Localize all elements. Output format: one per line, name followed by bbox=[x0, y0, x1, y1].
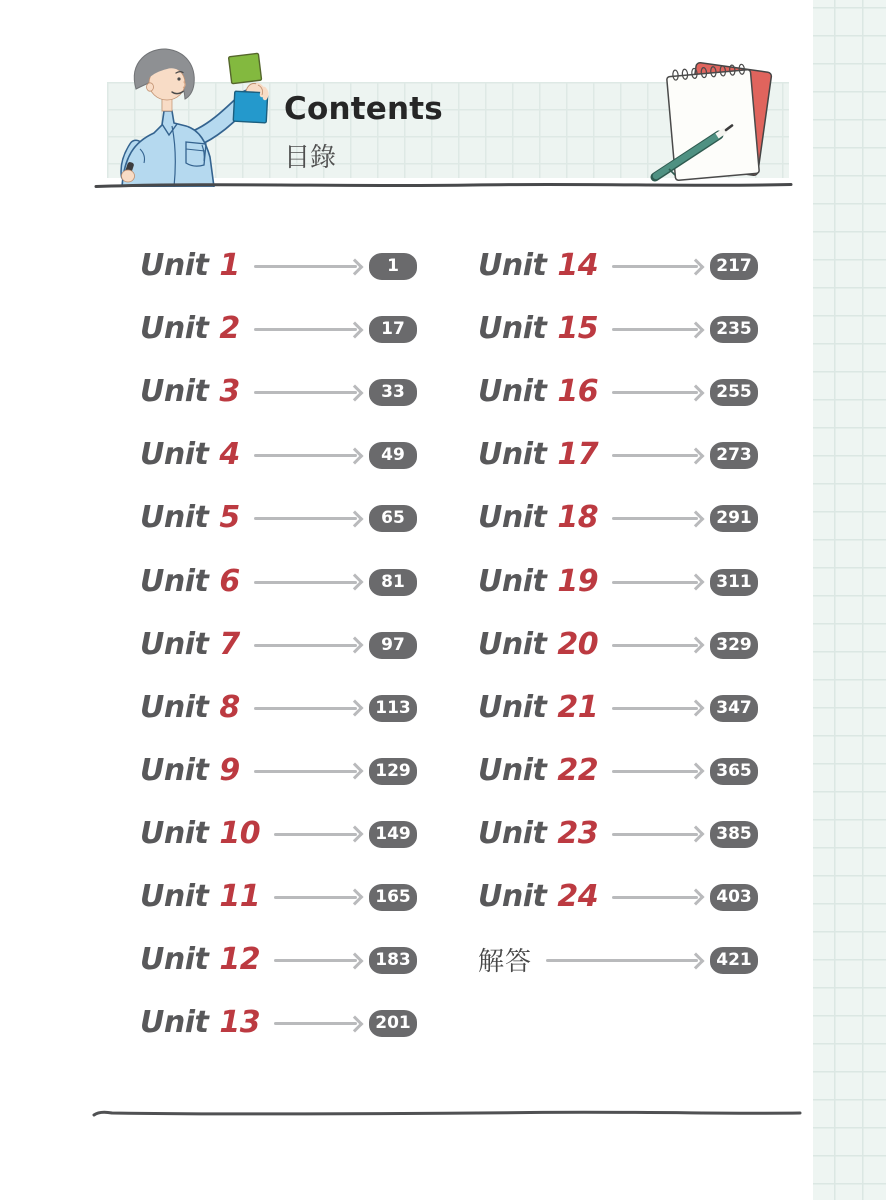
arrow-icon bbox=[612, 385, 702, 401]
unit-title bbox=[478, 879, 598, 914]
unit-word: Unit bbox=[478, 878, 547, 914]
unit-word: Unit bbox=[478, 437, 547, 473]
unit-title bbox=[478, 500, 598, 535]
arrow-icon bbox=[254, 637, 361, 653]
page-number-badge: 149 bbox=[369, 821, 417, 848]
unit-number: 11 bbox=[219, 878, 261, 914]
unit-title bbox=[140, 879, 260, 914]
unit-title bbox=[140, 627, 240, 662]
unit-title bbox=[140, 564, 240, 599]
arrow-head bbox=[688, 258, 705, 275]
page-number-badge: 291 bbox=[710, 505, 758, 532]
page-number-badge: 201 bbox=[369, 1010, 417, 1037]
arrow-line bbox=[274, 1022, 357, 1025]
unit-number: 19 bbox=[557, 563, 599, 599]
page-number-badge: 183 bbox=[369, 947, 417, 974]
toc-row bbox=[478, 360, 758, 423]
arrow-icon bbox=[274, 1016, 361, 1032]
page-number-badge: 403 bbox=[710, 884, 758, 911]
unit-number: 21 bbox=[557, 689, 599, 725]
notepad-illustration bbox=[645, 53, 795, 188]
toc-row bbox=[478, 486, 758, 549]
unit-word: Unit bbox=[140, 878, 209, 914]
arrow-line bbox=[254, 770, 357, 773]
arrow-icon bbox=[254, 385, 361, 401]
arrow-icon bbox=[274, 889, 361, 905]
unit-number: 10 bbox=[219, 815, 261, 851]
toc-row bbox=[140, 739, 417, 802]
unit-word: Unit bbox=[478, 752, 547, 788]
arrow-line bbox=[546, 959, 698, 962]
arrow-head bbox=[347, 258, 364, 275]
unit-word: Unit bbox=[140, 689, 209, 725]
arrow-icon bbox=[274, 953, 361, 969]
toc-row bbox=[478, 549, 758, 612]
page-title: Contents bbox=[284, 91, 443, 127]
unit-title bbox=[140, 1005, 260, 1040]
page-number-badge: 129 bbox=[369, 758, 417, 785]
arrow-icon bbox=[612, 448, 702, 464]
unit-number: 24 bbox=[557, 878, 599, 914]
unit-title bbox=[478, 311, 598, 346]
unit-word: Unit bbox=[140, 942, 209, 978]
unit-number: 2 bbox=[219, 311, 240, 347]
unit-number: 12 bbox=[219, 942, 261, 978]
unit-word: 解答 bbox=[478, 947, 533, 978]
toc-row bbox=[140, 234, 417, 297]
page-number-badge: 17 bbox=[369, 316, 417, 343]
arrow-icon bbox=[612, 826, 702, 842]
page-number-badge: 65 bbox=[369, 505, 417, 532]
arrow-icon bbox=[254, 763, 361, 779]
man-illustration bbox=[106, 45, 278, 187]
arrow-line bbox=[254, 707, 357, 710]
unit-word: Unit bbox=[140, 437, 209, 473]
toc-row bbox=[140, 297, 417, 360]
page-number-badge: 385 bbox=[710, 821, 758, 848]
toc-row bbox=[478, 234, 758, 297]
arrow-line bbox=[254, 644, 357, 647]
unit-word: Unit bbox=[140, 248, 209, 284]
arrow-line bbox=[612, 328, 698, 331]
unit-title bbox=[140, 753, 240, 788]
header-rule bbox=[93, 180, 795, 190]
unit-word: Unit bbox=[478, 689, 547, 725]
unit-word: Unit bbox=[478, 248, 547, 284]
unit-number: 17 bbox=[557, 437, 599, 473]
page-number-badge: 329 bbox=[710, 632, 758, 659]
arrow-head bbox=[688, 321, 705, 338]
unit-title bbox=[140, 942, 260, 977]
unit-number: 15 bbox=[557, 311, 599, 347]
unit-word: Unit bbox=[478, 563, 547, 599]
toc-row bbox=[140, 865, 417, 928]
page-number-badge: 235 bbox=[710, 316, 758, 343]
unit-word: Unit bbox=[478, 374, 547, 410]
unit-number: 3 bbox=[219, 374, 240, 410]
unit-title bbox=[478, 941, 532, 978]
arrow-icon bbox=[254, 448, 361, 464]
unit-number: 1 bbox=[219, 248, 240, 284]
arrow-line bbox=[612, 770, 698, 773]
toc-row bbox=[140, 486, 417, 549]
toc-row bbox=[478, 865, 758, 928]
arrow-head bbox=[688, 510, 705, 527]
page-number-badge: 81 bbox=[369, 569, 417, 596]
page-number-badge: 1 bbox=[369, 253, 417, 280]
page-number-badge: 33 bbox=[369, 379, 417, 406]
unit-word: Unit bbox=[140, 752, 209, 788]
unit-title bbox=[478, 690, 598, 725]
page-number-badge: 421 bbox=[710, 947, 758, 974]
unit-title bbox=[140, 437, 240, 472]
unit-title bbox=[140, 500, 240, 535]
arrow-head bbox=[347, 763, 364, 780]
unit-word: Unit bbox=[140, 311, 209, 347]
toc-row bbox=[478, 297, 758, 360]
header-title-block bbox=[284, 92, 443, 174]
toc-row bbox=[478, 802, 758, 865]
unit-word: Unit bbox=[478, 500, 547, 536]
arrow-line bbox=[612, 707, 698, 710]
unit-title bbox=[478, 437, 598, 472]
toc-row bbox=[140, 423, 417, 486]
unit-word: Unit bbox=[478, 626, 547, 662]
toc-row bbox=[140, 549, 417, 612]
arrow-head bbox=[347, 510, 364, 527]
arrow-icon bbox=[254, 574, 361, 590]
arrow-head bbox=[347, 384, 364, 401]
unit-word: Unit bbox=[140, 1005, 209, 1041]
arrow-line bbox=[274, 896, 357, 899]
arrow-line bbox=[274, 959, 357, 962]
unit-word: Unit bbox=[140, 626, 209, 662]
unit-word: Unit bbox=[140, 374, 209, 410]
page-number-badge: 49 bbox=[369, 442, 417, 469]
toc-row bbox=[140, 360, 417, 423]
footer-rule bbox=[90, 1107, 804, 1119]
page-number-badge: 347 bbox=[710, 695, 758, 722]
arrow-head bbox=[688, 889, 705, 906]
arrow-head bbox=[688, 952, 705, 969]
arrow-icon bbox=[274, 826, 361, 842]
arrow-icon bbox=[612, 259, 702, 275]
arrow-line bbox=[612, 833, 698, 836]
unit-number: 9 bbox=[219, 752, 240, 788]
toc-row bbox=[478, 676, 758, 739]
unit-word: Unit bbox=[478, 311, 547, 347]
arrow-head bbox=[347, 889, 364, 906]
page-number-badge: 273 bbox=[710, 442, 758, 469]
unit-title bbox=[140, 690, 240, 725]
page-number-badge: 311 bbox=[710, 569, 758, 596]
arrow-head bbox=[347, 637, 364, 654]
unit-number: 18 bbox=[557, 500, 599, 536]
unit-title bbox=[478, 627, 598, 662]
arrow-line bbox=[274, 833, 357, 836]
toc-column-right bbox=[478, 234, 758, 991]
page-subtitle: 目錄 bbox=[284, 142, 337, 173]
arrow-icon bbox=[612, 889, 702, 905]
arrow-line bbox=[254, 328, 357, 331]
arrow-head bbox=[347, 1015, 364, 1032]
arrow-head bbox=[688, 763, 705, 780]
unit-title bbox=[140, 374, 240, 409]
unit-word: Unit bbox=[140, 563, 209, 599]
toc-row bbox=[140, 928, 417, 991]
unit-title bbox=[478, 564, 598, 599]
page-number-badge: 97 bbox=[369, 632, 417, 659]
unit-number: 4 bbox=[219, 437, 240, 473]
unit-number: 13 bbox=[219, 1005, 261, 1041]
arrow-icon bbox=[546, 953, 702, 969]
arrow-icon bbox=[254, 511, 361, 527]
page-number-badge: 113 bbox=[369, 695, 417, 722]
arrow-line bbox=[612, 454, 698, 457]
arrow-line bbox=[254, 581, 357, 584]
arrow-line bbox=[612, 896, 698, 899]
arrow-line bbox=[612, 644, 698, 647]
unit-number: 7 bbox=[219, 626, 240, 662]
arrow-head bbox=[347, 447, 364, 464]
arrow-head bbox=[688, 574, 705, 591]
arrow-icon bbox=[612, 511, 702, 527]
arrow-head bbox=[347, 321, 364, 338]
arrow-head bbox=[347, 826, 364, 843]
unit-word: Unit bbox=[140, 815, 209, 851]
toc-row bbox=[140, 802, 417, 865]
arrow-head bbox=[347, 574, 364, 591]
arrow-line bbox=[254, 517, 357, 520]
arrow-head bbox=[688, 826, 705, 843]
green-card bbox=[229, 53, 262, 83]
arrow-head bbox=[688, 384, 705, 401]
unit-title bbox=[140, 248, 240, 283]
graph-paper-strip bbox=[813, 0, 886, 1200]
page-number-badge: 217 bbox=[710, 253, 758, 280]
unit-number: 14 bbox=[557, 248, 599, 284]
arrow-head bbox=[688, 447, 705, 464]
toc-row bbox=[478, 423, 758, 486]
arrow-head bbox=[688, 637, 705, 654]
arrow-icon bbox=[612, 637, 702, 653]
unit-word: Unit bbox=[140, 500, 209, 536]
unit-title bbox=[478, 816, 598, 851]
page-number-badge: 365 bbox=[710, 758, 758, 785]
arrow-head bbox=[688, 700, 705, 717]
arrow-line bbox=[612, 265, 698, 268]
page-number-badge: 255 bbox=[710, 379, 758, 406]
arrow-line bbox=[612, 581, 698, 584]
toc-row bbox=[478, 613, 758, 676]
arrow-icon bbox=[612, 574, 702, 590]
unit-number: 8 bbox=[219, 689, 240, 725]
toc-row bbox=[140, 676, 417, 739]
unit-title bbox=[140, 816, 260, 851]
unit-title bbox=[140, 311, 240, 346]
arrow-head bbox=[347, 952, 364, 969]
unit-number: 6 bbox=[219, 563, 240, 599]
arrow-line bbox=[612, 517, 698, 520]
unit-number: 5 bbox=[219, 500, 240, 536]
arrow-line bbox=[612, 391, 698, 394]
arrow-line bbox=[254, 265, 357, 268]
arrow-icon bbox=[254, 322, 361, 338]
toc-row bbox=[478, 739, 758, 802]
unit-title bbox=[478, 374, 598, 409]
unit-number: 23 bbox=[557, 815, 599, 851]
page-number-badge: 165 bbox=[369, 884, 417, 911]
arrow-head bbox=[347, 700, 364, 717]
arrow-icon bbox=[612, 700, 702, 716]
unit-number: 16 bbox=[557, 374, 599, 410]
unit-title bbox=[478, 753, 598, 788]
unit-title bbox=[478, 248, 598, 283]
toc-row bbox=[478, 928, 758, 991]
toc-row bbox=[140, 613, 417, 676]
arrow-line bbox=[254, 391, 357, 394]
toc-row bbox=[140, 991, 417, 1054]
unit-word: Unit bbox=[478, 815, 547, 851]
arrow-icon bbox=[612, 763, 702, 779]
unit-number: 22 bbox=[557, 752, 599, 788]
arrow-icon bbox=[254, 700, 361, 716]
arrow-line bbox=[254, 454, 357, 457]
arrow-icon bbox=[254, 259, 361, 275]
unit-number: 20 bbox=[557, 626, 599, 662]
arrow-icon bbox=[612, 322, 702, 338]
toc-column-left bbox=[140, 234, 417, 1054]
